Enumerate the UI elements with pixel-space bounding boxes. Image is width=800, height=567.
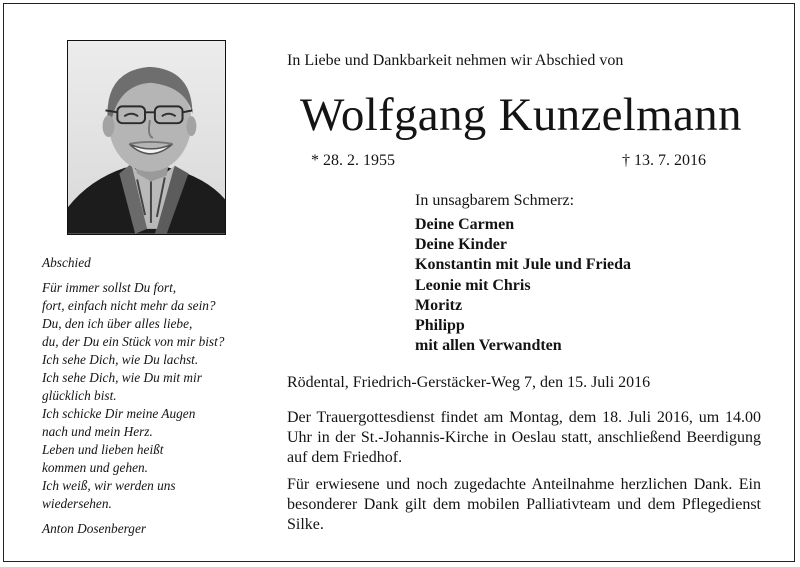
grief-heading: In unsagbarem Schmerz: (415, 192, 575, 209)
mourner-name: Konstantin mit Jule und Frieda (415, 256, 632, 274)
mourner-name: Deine Kinder (415, 236, 507, 254)
birth-date: * 28. 2. 1955 (311, 152, 395, 169)
poem-line: wiedersehen. (42, 496, 112, 511)
thanks-paragraph: Für erwiesene und noch zugedachte Anteilnahme herzlichen Dank. Ein besonderer Dank gilt dem mobilen Palliativteam und dem Pflegedienst Silke. (287, 476, 761, 533)
poem-line: Leben und lieben heißt (42, 442, 164, 457)
intro-line: In Liebe und Dankbarkeit nehmen wir Abschied von (287, 52, 624, 69)
poem-line: Ich weiß, wir werden uns (42, 478, 176, 493)
deceased-name: Wolfgang Kunzelmann (300, 89, 742, 141)
poem-line: du, der Du ein Stück von mir bist? (42, 334, 225, 349)
portrait-photo (67, 40, 226, 235)
poem-author: Anton Dosenberger (42, 521, 147, 536)
mourner-name: Moritz (415, 296, 463, 314)
poem-line: nach und mein Herz. (42, 424, 153, 439)
poem-line: Du, den ich über alles liebe, (42, 316, 193, 331)
mourner-name: mit allen Verwandten (415, 337, 562, 355)
mourner-name: Deine Carmen (415, 216, 515, 233)
poem-line: fort, einfach nicht mehr da sein? (42, 298, 216, 313)
poem-line: Für immer sollst Du fort, (42, 280, 177, 295)
death-date: † 13. 7. 2016 (622, 152, 706, 169)
poem-title: Abschied (42, 255, 91, 270)
service-paragraph: Der Trauergottesdienst findet am Montag, dem 18. Juli 2016, um 14.00 Uhr in der St.-Johannis-Kirche in Oeslau statt, anschließend Beerdigung auf dem Friedhof. (287, 409, 761, 466)
poem-line: Ich sehe Dich, wie Du mit mir (42, 370, 202, 385)
poem-line: Ich sehe Dich, wie Du lachst. (42, 352, 199, 367)
place-date-line: Rödental, Friedrich-Gerstäcker-Weg 7, den 15. Juli 2016 (287, 374, 651, 391)
mourners-list (415, 215, 631, 356)
poem-line: glücklich bist. (42, 388, 117, 403)
poem-line: Ich schicke Dir meine Augen (42, 406, 196, 421)
poem (42, 254, 277, 538)
poem-line: kommen und gehen. (42, 460, 148, 475)
mourner-name: Philipp (415, 317, 465, 335)
mourner-name: Leonie mit Chris (415, 276, 531, 294)
